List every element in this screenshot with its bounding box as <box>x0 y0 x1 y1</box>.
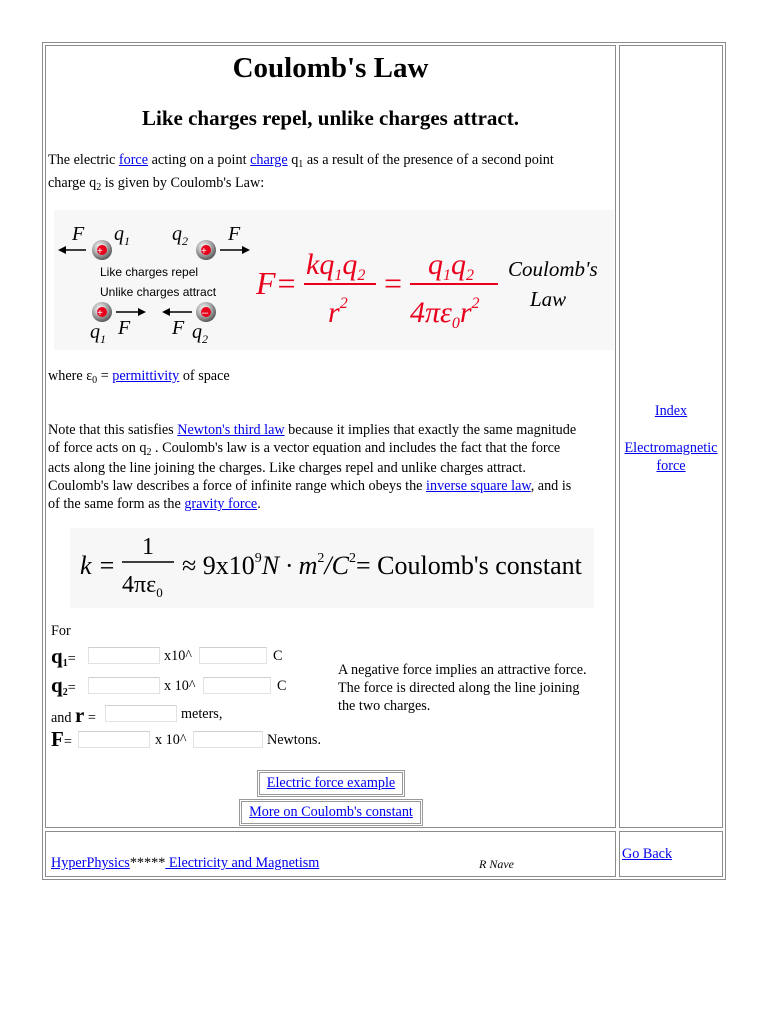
r-input[interactable] <box>105 705 177 722</box>
coulombs-constant-equation <box>70 528 594 608</box>
page-title: Coulomb's Law <box>232 52 429 84</box>
svg-text:k =: k = <box>80 551 116 580</box>
coulombs-law-equation <box>255 248 498 332</box>
q1-label-bottom: $q_1$ <box>90 321 106 346</box>
f-mantissa-input[interactable] <box>78 731 150 748</box>
svg-text:F=: F= <box>256 265 298 301</box>
page-subtitle: Like charges repel, unlike charges attract. <box>142 106 519 130</box>
force-label-2: F <box>228 223 241 245</box>
q1-unit-label: C <box>273 648 283 664</box>
permittivity-link[interactable]: permittivity <box>112 368 180 384</box>
force-label-3: F <box>118 317 131 339</box>
sidebar-cell <box>619 45 723 828</box>
coulombs-law-diagram <box>54 210 614 350</box>
newtons-third-law-link[interactable]: Newton's third law <box>177 422 285 438</box>
q2-x10-label: x 10^ <box>164 678 196 694</box>
go-back-link[interactable]: Go Back <box>622 846 673 862</box>
q2-label-bottom: $q_2$ <box>192 321 208 346</box>
coulombs-law-image <box>54 210 614 350</box>
coulombs-constant-image <box>70 528 594 608</box>
coulombs-label-2: Law <box>530 287 567 311</box>
q2-mantissa-input[interactable] <box>88 677 160 694</box>
unlike-charges-text: Unlike charges attract <box>100 285 217 299</box>
f-x10-label: x 10^ <box>155 732 187 748</box>
arrow-right-icon <box>242 246 250 254</box>
svg-text:1: 1 <box>142 534 154 560</box>
q2-label: $q_2=$ <box>51 673 76 698</box>
electric-force-example-box <box>257 770 405 797</box>
svg-text:+: + <box>201 246 207 257</box>
footer-links: HyperPhysics***** Electricity and Magnetism <box>51 855 320 871</box>
go-back-item <box>622 846 672 863</box>
electromagnetic-force-link[interactable]: Electromagnetic force <box>624 440 718 474</box>
electricity-magnetism-link[interactable]: Electricity and Magnetism <box>165 855 320 871</box>
q2-exponent-input[interactable] <box>203 677 271 694</box>
index-link[interactable]: Index <box>654 403 688 419</box>
arrow-right-icon <box>138 308 146 316</box>
svg-text:+: + <box>97 308 103 319</box>
note-line-1: Note that this satisfies Newton's third law because it implies that exactly the same magnitude <box>48 422 577 438</box>
svg-text:kq1q2: $kq_1q_2$ <box>306 248 366 284</box>
gravity-force-link[interactable]: gravity force <box>184 496 258 512</box>
permittivity-line: where $\varepsilon_0$ = permittivity of space <box>48 368 230 386</box>
charge-link[interactable]: charge <box>250 152 288 168</box>
svg-text:q1q2: $q_1q_2$ <box>428 248 474 284</box>
sidebar-index <box>619 403 723 420</box>
hyperphysics-link[interactable]: HyperPhysics <box>51 855 130 871</box>
note-line-5: of the same form as the gravity force. <box>48 496 261 512</box>
f-exponent-input[interactable] <box>193 731 263 748</box>
svg-text:–: – <box>202 307 209 319</box>
for-label: For <box>51 623 71 639</box>
r-label: and r = <box>51 703 96 727</box>
coulombs-label-1: Coulomb's <box>508 257 598 281</box>
q1-x10-label: x10^ <box>164 648 192 664</box>
force-label-4: F <box>172 317 185 339</box>
intro-line-1: The electric force acting on a point charge $q_1$ as a result of the presence of a second point <box>48 152 554 170</box>
arrow-left-icon <box>58 246 66 254</box>
electric-force-example-link[interactable]: Electric force example <box>266 775 396 791</box>
like-charges-text: Like charges repel <box>100 265 199 279</box>
intro-line-2: charge $q_2$ is given by Coulomb's Law: <box>48 175 265 193</box>
newtons-label: Newtons. <box>267 732 321 748</box>
q1-label-top: $q_1$ <box>114 223 130 248</box>
q2-label-top: $q_2$ <box>172 223 188 248</box>
svg-text:4πε0: $4\pi\varepsilon_0$ <box>122 572 163 600</box>
f-label: F= <box>51 727 72 751</box>
more-on-coulombs-constant-box <box>239 799 423 826</box>
force-link[interactable]: force <box>118 152 149 168</box>
meters-label: meters, <box>181 706 223 722</box>
author-name: R Nave <box>479 857 514 871</box>
q1-mantissa-input[interactable] <box>88 647 160 664</box>
svg-text:≈ 9x109N · m2/C2= Coulomb's co: ≈ $9x10^9N \cdot m^2/C^2=$ Coulomb's constant <box>182 551 582 580</box>
note-line-2: of force acts on $q_2$ . Coulomb's law is a vector equation and includes the fact that the force <box>48 440 561 458</box>
force-label-1: F <box>72 223 85 245</box>
more-on-coulombs-constant-link[interactable]: More on Coulomb's constant <box>249 804 413 820</box>
inverse-square-law-link[interactable]: inverse square law <box>426 478 531 494</box>
svg-text:4πε0r2: $4\pi\varepsilon_0r^2$ <box>410 295 480 332</box>
svg-text:r2: $r^2$ <box>328 295 348 329</box>
svg-text:+: + <box>97 246 103 257</box>
q2-unit-label: C <box>277 678 287 694</box>
q1-exponent-input[interactable] <box>199 647 267 664</box>
note-line-3: acts along the line joining the charges. Like charges repel and unlike charges attract. <box>48 460 526 476</box>
sidebar-electromagnetic <box>619 439 723 475</box>
attractive-force-note: A negative force implies an attractive force. The force is directed along the line joining the two charges. <box>338 662 587 714</box>
arrow-left-icon <box>162 308 170 316</box>
note-line-4: Coulomb's law describes a force of infinite range which obeys the inverse square law, and is <box>48 478 572 494</box>
svg-text:=: = <box>384 265 403 301</box>
q1-label: $q_1=$ <box>51 644 76 669</box>
